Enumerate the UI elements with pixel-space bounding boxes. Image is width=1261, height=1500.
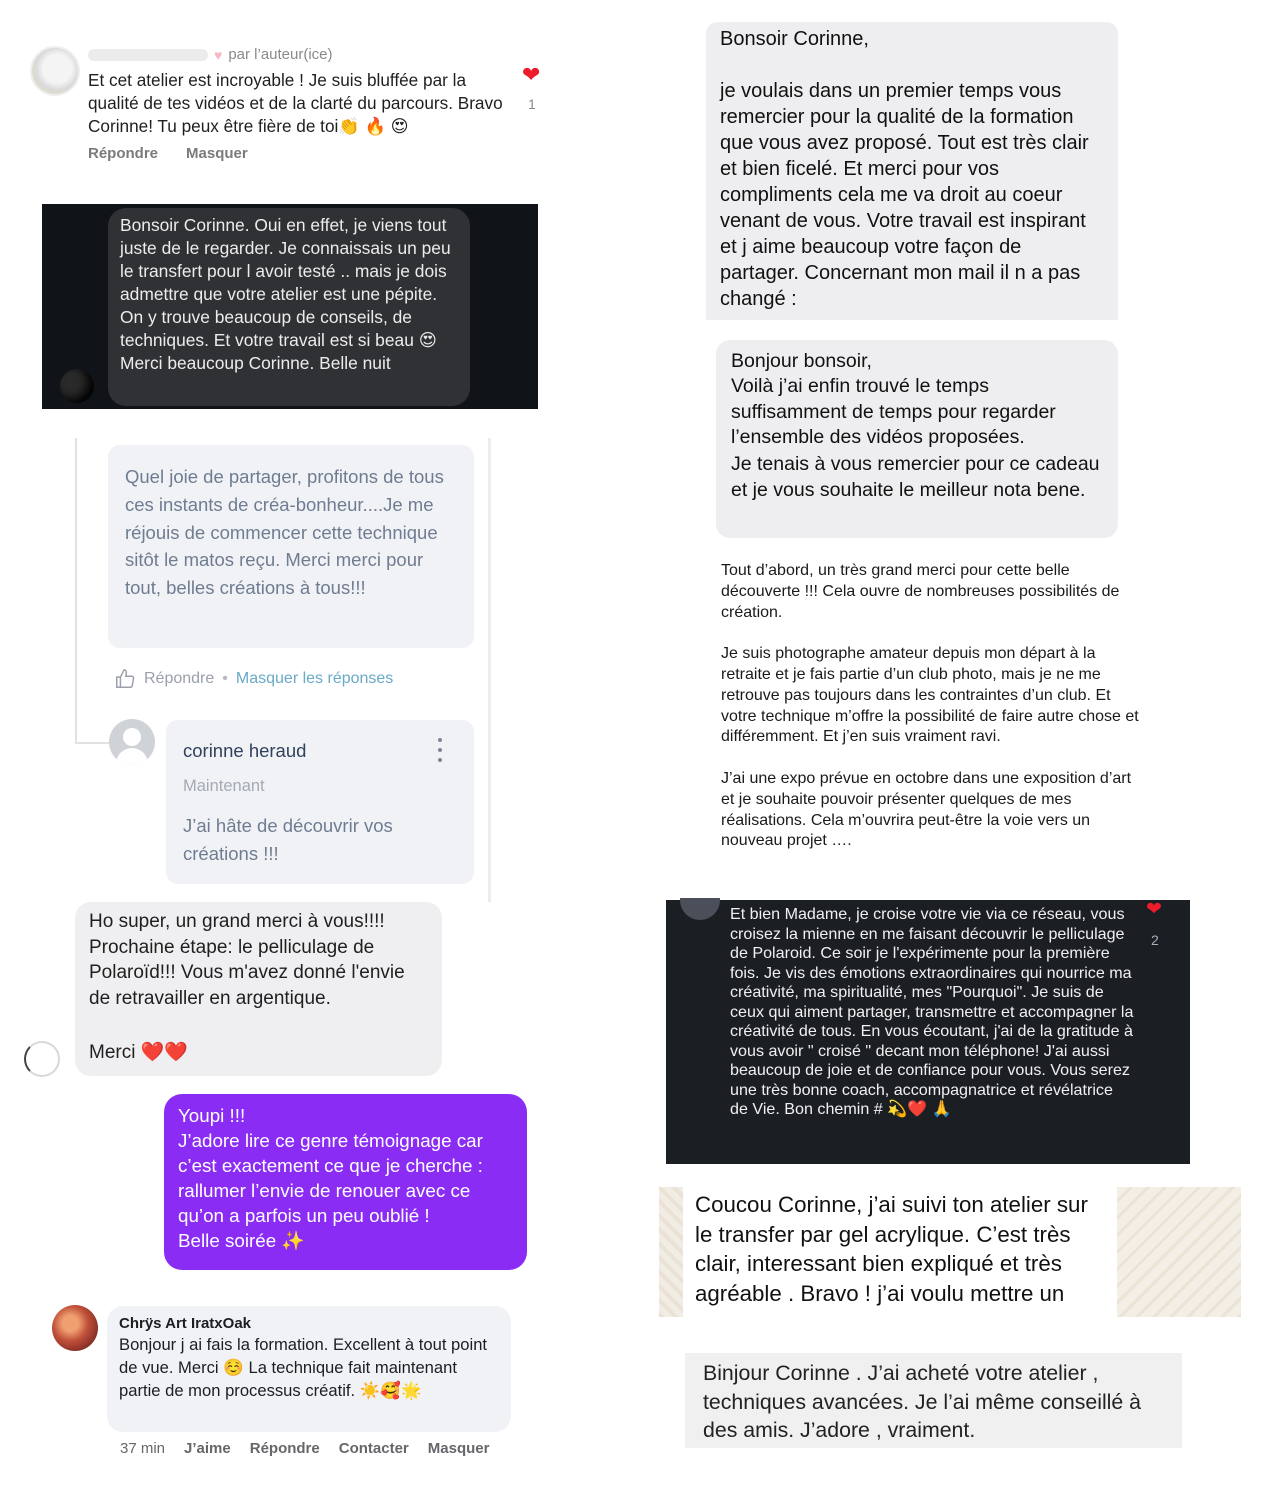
comment-bubble: Quel joie de partager, profitons de tous ces instants de créa-bonheur....Je me réjouis de commencer cette technique sitôt le matos reçu. Merci merci pour tout, belles créations à tous!!!	[108, 445, 474, 648]
thread-connector	[75, 742, 111, 744]
thread-divider	[488, 438, 491, 902]
comment-author[interactable]: Chrÿs Art IratxOak	[119, 1315, 251, 1332]
avatar[interactable]	[109, 719, 155, 765]
email-paragraph: J’ai une expo prévue en octobre dans une exposition d’art et je souhaite pouvoir présenter quelques de mes réalisations. Cela m’ouvrira peut-être la voie vers un nouveau projet ….	[721, 769, 1132, 850]
hide-button[interactable]: Masquer	[186, 145, 248, 162]
hide-button[interactable]: Masquer	[427, 1440, 490, 1457]
reply-button[interactable]: Répondre	[144, 670, 215, 687]
comment-actions	[120, 1440, 489, 1457]
comment-actions	[114, 668, 393, 690]
thumbs-up-icon[interactable]	[114, 668, 136, 690]
whatsapp-chat	[659, 1187, 1241, 1317]
email-paragraph: Je suis photographe amateur depuis mon départ à la retraite et je fais partie d’un club photo, mais je ne me retrouve pas toujours dans les contraintes d’un club. Et votre technique m’offre la possibilité de faire autre chose et différemment. Et j’en suis vraiment ravi.	[721, 645, 1139, 746]
reply-button[interactable]: Répondre	[249, 1440, 320, 1457]
message-line: Bonjour bonsoir,	[731, 350, 872, 372]
comment-text: Bonjour j ai fais la formation. Excellent à tout point de vue. Merci ☺️ La technique fait maintenant partie de mon processus créatif. ☀️🥰🌟	[119, 1335, 488, 1400]
comment-text: Et bien Madame, je croise votre vie via ce réseau, vous croisez la mienne en me faisant découvrir le pelliculage de Polaroid. Ce soir je l'expérimente pour la première fois. Je vis des émotions extraordinaires qui nourrice ma créativité, ma spiritualité, mes "Pourquoi". Je suis de ceux qui aiment partager, transmettre et accompagner la créativité de tous. En vous écoutant, j'ai de la gratitude à vous avoir " croisé " decant mon téléphone! J'ai aussi beaucoup de joie et de confiance pour vous. Vous serez une très bonne coach, accompagnatrice et révélatrice de Vie. Bon chemin # 💫❤️ 🙏	[730, 905, 1134, 1118]
like-heart-icon[interactable]: ❤	[522, 62, 541, 87]
reply-time: Maintenant	[183, 777, 265, 795]
contact-button[interactable]: Contacter	[338, 1440, 409, 1457]
comment-bubble	[107, 1306, 511, 1432]
message-greeting: Bonsoir Corinne,	[720, 28, 869, 50]
separator: •	[222, 670, 228, 687]
chat-wallpaper	[1117, 1187, 1241, 1317]
reply-author[interactable]: corinne heraud	[183, 740, 307, 761]
chat-wallpaper	[659, 1187, 683, 1317]
comment-time: 37 min	[120, 1440, 166, 1457]
purple-message-bubble: Youpi !!! J’adore lire ce genre témoignage car c’est exactement ce que je cherche : rallumer l’envie de renouer avec ce qu’on a parfois un peu oublié ! Belle soirée ✨	[164, 1094, 527, 1270]
message-bubble	[75, 902, 442, 1076]
email-text	[721, 561, 1141, 873]
like-count: 1	[528, 96, 536, 112]
message-text: Ho super, un grand merci à vous!!!! Prochaine étape: le pelliculage de Polaroïd!!! Vous m'avez donné l'envie de retravailler en argentique.	[89, 911, 405, 1009]
avatar[interactable]	[24, 1041, 60, 1077]
comment-meta	[88, 46, 333, 63]
like-heart-icon[interactable]: ❤	[1146, 899, 1162, 920]
message-line: Voilà j’ai enfin trouvé le temps suffisamment de temps pour regarder l’ensemble des vidéos proposées.	[731, 375, 1056, 449]
message-line: Je tenais à vous remercier pour ce cadeau et je vous souhaite le meilleur nota bene.	[731, 453, 1100, 501]
more-options-icon[interactable]	[436, 738, 444, 768]
message-text: je voulais dans un premier temps vous remercier pour la qualité de la formation que vous avez proposé. Tout est très clair et bien ficelé. Et merci pour vos compliments cela me va droit au coeur venant de vous. Votre travail est inspirant et j aime beaucoup votre façon de partager. Concernant mon mail il n a pas changé :	[720, 80, 1089, 310]
message-bubble: Coucou Corinne, j’ai suivi ton atelier sur le transfer par gel acrylique. C’est très clair, interessant bien expliqué et très agréable . Bravo ! j’ai voulu mettre un	[683, 1183, 1117, 1317]
reply-bubble	[166, 720, 474, 884]
like-count: 2	[1151, 932, 1159, 948]
avatar[interactable]	[680, 898, 720, 920]
heart-icon: ♥	[214, 46, 223, 63]
like-button[interactable]: J’aime	[184, 1440, 231, 1457]
blurred-username	[88, 49, 208, 61]
message-thanks: Merci ❤️❤️	[89, 1042, 189, 1063]
comment-actions	[88, 145, 248, 162]
reply-text: J’ai hâte de découvrir vos créations !!!	[183, 815, 393, 864]
message-bubble	[706, 22, 1118, 320]
avatar[interactable]	[52, 1305, 98, 1351]
message-bubble: Bonsoir Corinne. Oui en effet, je viens tout juste de le regarder. Je connaissais un peu le transfert pour l avoir testé .. mais je dois admettre que votre atelier est une pépite. On y trouve beaucoup de conseils, de techniques. Et votre travail est si beau 😍 Merci beaucoup Corinne. Belle nuit	[108, 208, 470, 406]
dark-message-panel	[42, 204, 538, 409]
reply-button[interactable]: Répondre	[88, 145, 159, 162]
author-tag: par l’auteur(ice)	[228, 46, 333, 63]
dark-comment-panel	[666, 900, 1190, 1164]
message-bubble	[716, 340, 1118, 538]
avatar[interactable]	[30, 46, 80, 96]
avatar[interactable]	[60, 369, 94, 403]
comment-text: Et cet atelier est incroyable ! Je suis bluffée par la qualité de tes vidéos et de la clarté du parcours. Bravo Corinne! Tu peux être fière de toi👏 🔥 😍	[88, 70, 503, 136]
hide-replies-link[interactable]: Masquer les réponses	[235, 670, 394, 687]
thread-line	[75, 438, 77, 744]
message-bubble: Binjour Corinne . J’ai acheté votre atelier , techniques avancées. Je l’ai même conseillé à des amis. J’adore , vraiment.	[685, 1353, 1182, 1448]
email-paragraph: Tout d’abord, un très grand merci pour cette belle découverte !!! Cela ouvre de nombreuses possibilités de création.	[721, 562, 1120, 621]
